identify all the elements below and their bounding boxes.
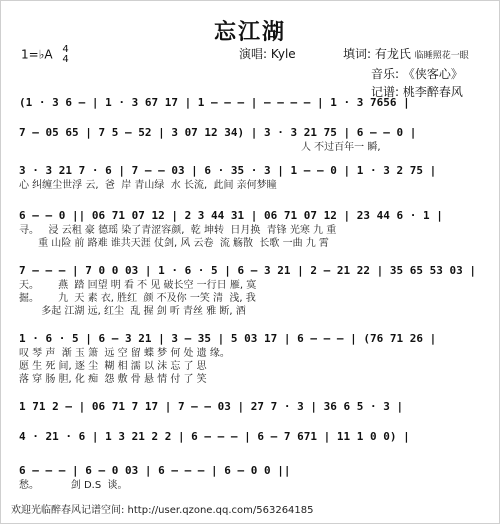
notes-line: 4 · 21 · 6 | 1 3 21 2 2 | 6 — — — | 6 — 7 671 | 11 1 0 0) | [19,430,410,443]
lyric-line: 掘。 九 天 素 衣, 胜红 颜 不及你 一笑 清 浅, 我 [19,293,256,304]
time-top: 4 [62,44,69,55]
lyric-line: 人 不过百年一 瞬, [301,142,381,153]
lyric-line: 寻。 浸 云租 豪 德瑶 染了青涩容颜, 乾 坤转 日月换 青锋 光寒 九 重 [19,225,337,236]
lyric-line: 愁。 剑 D.S 谈。 [19,480,128,491]
lyricist [343,45,469,62]
footer-credit: 欢迎光临醉春风记谱空间: http://user.qzone.qq.com/563264185 [11,505,314,516]
score-line-1 [19,125,485,154]
notes-line: 1 · 6 · 5 | 6 — 3 21 | 3 — 35 | 5 03 17 | 6 — — — | (76 71 26 | [19,332,437,345]
score-line-7 [19,429,485,445]
time-signature [62,45,68,65]
notes-line: 3 · 3 21 7 · 6 | 7 — — 03 | 6 · 35 · 3 | 1 — — 0 | 1 · 3 2 75 | [19,164,437,177]
notes-line: 1 71 2 — | 06 71 7 17 | 7 — — 03 | 27 7 · 3 | 36 6 5 · 3 | [19,400,404,413]
notes-line: (1 · 3 6 — | 1 · 3 67 17 | 1 — — — | — — — — | 1 · 3 7656 | [19,96,410,109]
song-title: 忘江湖 [213,19,286,45]
lyricist-label: 填词: 有龙氏 [343,47,411,61]
score-line-0 [19,95,485,111]
score-line-2 [19,163,485,192]
score-line-4 [19,263,485,318]
score-line-3 [19,208,485,250]
key-label: 1=♭A [21,47,53,62]
lyric-line: 重 山险 前 路难 谁共天涯 仗剑, 风 云卷 流 觞散 长歌 一曲 九 霄 [19,238,329,249]
lyric-line: 心 纠缠尘世浮 云, 爸 岸 青山绿 水 长流, 此间 亲何梦瞳 [19,180,277,191]
music-credit: 音乐: 《侠客心》 [371,67,463,81]
lyric-line: 落 穿 肠 胆, 化 痴 怨 敷 骨 悬 情 付 了 笑 [19,374,207,385]
lyric-line: 多起 江湖 远, 红尘 乱 握 剑 听 青丝 雅 断, 酒 [19,306,246,317]
notes-line: 7 — 05 65 | 7 5 — 52 | 3 07 12 34) | 3 · 3 21 75 | 6 — — 0 | [19,126,417,139]
singer: 演唱: Kyle [239,47,296,61]
score-line-6 [19,399,485,415]
lyricist-extra: 临睡照花一眼 [414,51,469,61]
time-bottom: 4 [62,54,69,65]
lyric-line: 愿 生 死 间, 逐 尘 糊 相 濡 以 沫 忘 了 思 [19,361,207,372]
notes-line: 7 — — — | 7 0 0 03 | 1 · 6 · 5 | 6 — 3 21 | 2 — 21 22 | 35 65 53 03 | [19,264,476,277]
key-signature [21,45,69,65]
lyric-line: 叹 琴 声 渐 玉 箫 远 空 留 蝶 梦 何 处 遗 缘。 [19,348,230,359]
notes-line: 6 — — 0 || 06 71 07 12 | 2 3 44 31 | 06 71 07 12 | 23 44 6 · 1 | [19,209,443,222]
score-line-5 [19,331,485,386]
lyric-line: 天。 燕 踏 回望 明 看 不 见 破长空 一行日 雁, 寞 [19,280,257,291]
score-line-8 [19,463,485,492]
notes-line: 6 — — — | 6 — 0 03 | 6 — — — | 6 — 0 0 || [19,464,291,477]
notation-credit: 记谱: 桃李醉春风 [371,85,463,99]
